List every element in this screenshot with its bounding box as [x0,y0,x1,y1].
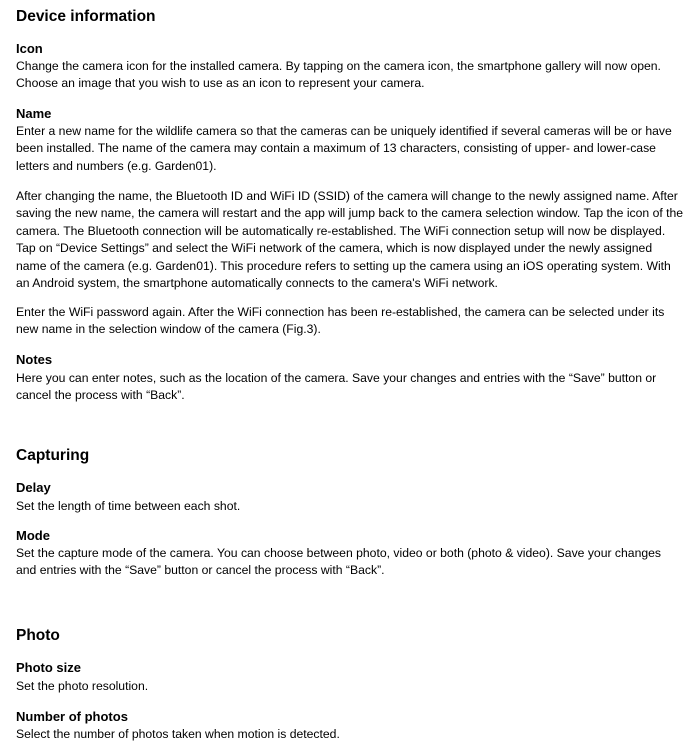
section-title-capturing: Capturing [16,447,90,464]
heading-mode: Mode [16,528,50,543]
heading-delay: Delay [16,480,51,495]
notes-description: Here you can enter notes, such as the location of the camera. Save your changes and entries with the “Save” button or cancel the process with “Back”. [16,371,657,403]
name-description-3: Enter the WiFi password again. After the WiFi connection has been re-established, the camera can be selected under its new name in the selection window of the camera (Fig.3). [16,305,665,337]
number-of-photos-description: Select the number of photos taken when motion is detected. [16,727,340,741]
name-description-2: After changing the name, the Bluetooth ID and WiFi ID (SSID) of the camera will change to the newly assigned name. After saving the new name, the camera will restart and the app will jump back to the camera selection window. Tap the icon of the camera. The Bluetooth connection will be automatically re-established. The WiFi connection setup will now be displayed. Tap on “Device Settings” and select the WiFi network of the camera, which is now displayed under the newly assigned name of the camera (e.g. Garden01). This procedure refers to setting up the camera using an iOS operating system. With an Android system, the smartphone automatically connects to the camera's WiFi network. [16,189,684,291]
heading-notes: Notes [16,352,53,367]
delay-description: Set the length of time between each shot. [16,499,241,513]
icon-description: Change the camera icon for the installed camera. By tapping on the camera icon, the smartphone gallery will now open. Choose an image that you wish to use as an icon to represent your camera. [16,59,661,91]
heading-photo-size: Photo size [16,660,82,675]
heading-icon: Icon [16,41,43,56]
mode-description: Set the capture mode of the camera. You can choose between photo, video or both (photo & video). Save your changes and entries with the “Save” button or cancel the process with “Back”. [16,546,662,578]
name-description-1: Enter a new name for the wildlife camera so that the cameras can be uniquely identified if several cameras will be or have been installed. The name of the camera may contain a maximum of 13 characters, consisting of upper- and lower-case letters and numbers (e.g. Garden01). [16,124,672,173]
section-title-device-information: Device information [16,8,156,25]
heading-number-of-photos: Number of photos [16,709,128,724]
photo-size-description: Set the photo resolution. [16,679,149,693]
heading-name: Name [16,106,52,121]
section-title-photo: Photo [16,627,60,644]
